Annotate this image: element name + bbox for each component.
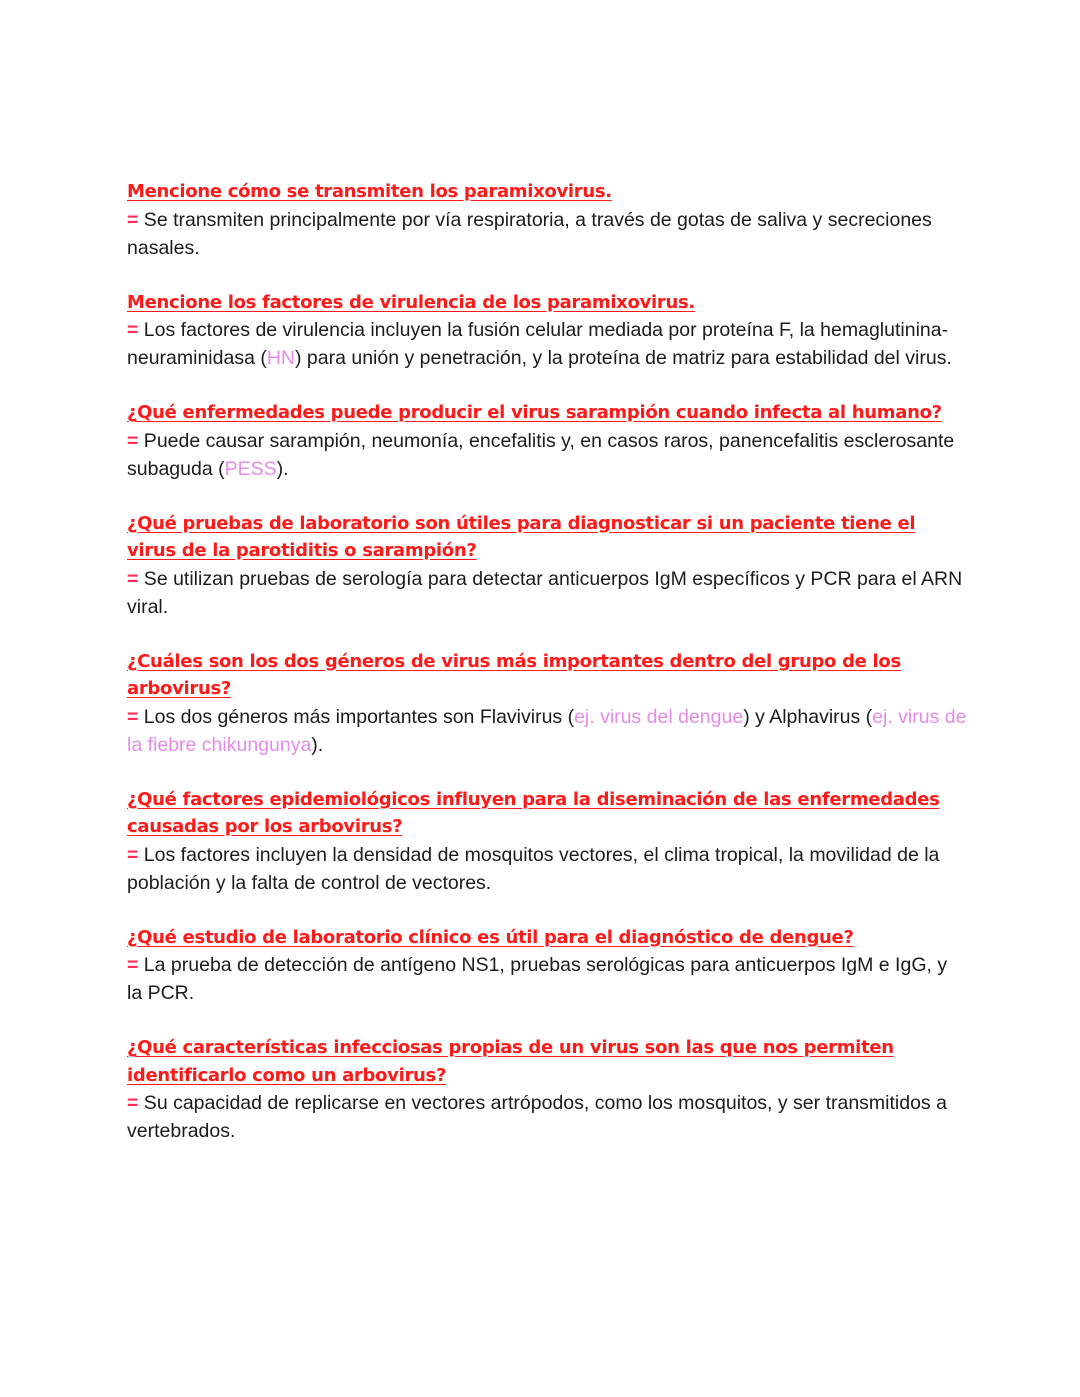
answer-prefix: =	[127, 429, 139, 452]
qa-block	[127, 178, 967, 262]
answer-text	[127, 427, 967, 483]
question-heading: ¿Qué enfermedades puede producir el virus sarampión cuando infecta al humano?	[127, 402, 942, 423]
question-heading: Mencione cómo se transmiten los paramixovirus.	[127, 181, 612, 202]
answer-segment: ).	[276, 457, 289, 480]
qa-block	[127, 289, 967, 373]
answer-text	[127, 703, 967, 759]
answer-segment: ) y Alphavirus (	[743, 705, 873, 728]
qa-block	[127, 399, 967, 483]
answer-prefix: =	[127, 954, 139, 976]
question-heading: ¿Qué características infecciosas propias de un virus son las que nos permiten identificarlo como un arbovirus?	[127, 1037, 894, 1086]
question-heading: ¿Qué pruebas de laboratorio son útiles para diagnosticar si un paciente tiene el virus de la parotiditis o sarampión?	[127, 512, 916, 561]
answer-text	[127, 841, 967, 897]
answer-segment: Los factores de virulencia incluyen la fusión celular mediada por proteína F, la hemaglutinina-neuraminidasa (	[127, 319, 949, 369]
highlighted-term: ej. virus de la fiebre chikungunya	[127, 705, 967, 756]
question-heading: ¿Qué factores epidemiológicos influyen para la diseminación de las enfermedades causadas por los arbovirus?	[127, 788, 940, 837]
answer-segment: La prueba de detección de antígeno NS1, pruebas serológicas para anticuerpos IgM e IgG, y la PCR.	[127, 954, 948, 1004]
qa-block	[127, 924, 967, 1008]
answer-text	[127, 565, 967, 621]
answer-segment: Se utilizan pruebas de serología para detectar anticuerpos IgM específicos y PCR para el ARN viral.	[127, 567, 963, 618]
answer-prefix: =	[127, 567, 139, 590]
answer-segment: Los factores incluyen la densidad de mosquitos vectores, el clima tropical, la movilidad de la población y la falta de control de vectores.	[127, 843, 940, 894]
answer-text	[127, 316, 967, 372]
question-heading: Mencione los factores de virulencia de los paramixovirus.	[127, 291, 695, 313]
answer-segment: ).	[311, 733, 324, 756]
qa-block	[127, 1034, 967, 1145]
answer-text	[127, 1089, 967, 1145]
qa-block	[127, 648, 967, 759]
highlighted-term: ej. virus del dengue	[574, 705, 744, 728]
answer-segment: Puede causar sarampión, neumonía, encefalitis y, en casos raros, panencefalitis esclerosante subaguda (	[127, 429, 955, 480]
document-page	[127, 178, 967, 1172]
highlighted-term: PESS	[224, 457, 277, 480]
question-heading: ¿Cuáles son los dos géneros de virus más importantes dentro del grupo de los arbovirus?	[127, 650, 901, 699]
answer-prefix: =	[127, 843, 139, 866]
answer-segment: Su capacidad de replicarse en vectores artrópodos, como los mosquitos, y ser transmitidos a vertebrados.	[127, 1092, 947, 1142]
answer-text	[127, 206, 967, 262]
answer-prefix: =	[127, 208, 139, 231]
question-heading: ¿Qué estudio de laboratorio clínico es útil para el diagnóstico de dengue?	[127, 926, 854, 948]
answer-segment: ) para unión y penetración, y la proteína de matriz para estabilidad del virus.	[295, 347, 952, 369]
answer-prefix: =	[127, 319, 139, 341]
qa-block	[127, 786, 967, 897]
answer-text	[127, 951, 967, 1007]
answer-prefix: =	[127, 705, 139, 728]
answer-segment: Los dos géneros más importantes son Flavivirus (	[138, 705, 575, 728]
answer-prefix: =	[127, 1092, 139, 1114]
answer-segment: Se transmiten principalmente por vía respiratoria, a través de gotas de saliva y secreciones nasales.	[127, 208, 932, 259]
qa-block	[127, 510, 967, 621]
highlighted-term: HN	[266, 347, 295, 369]
